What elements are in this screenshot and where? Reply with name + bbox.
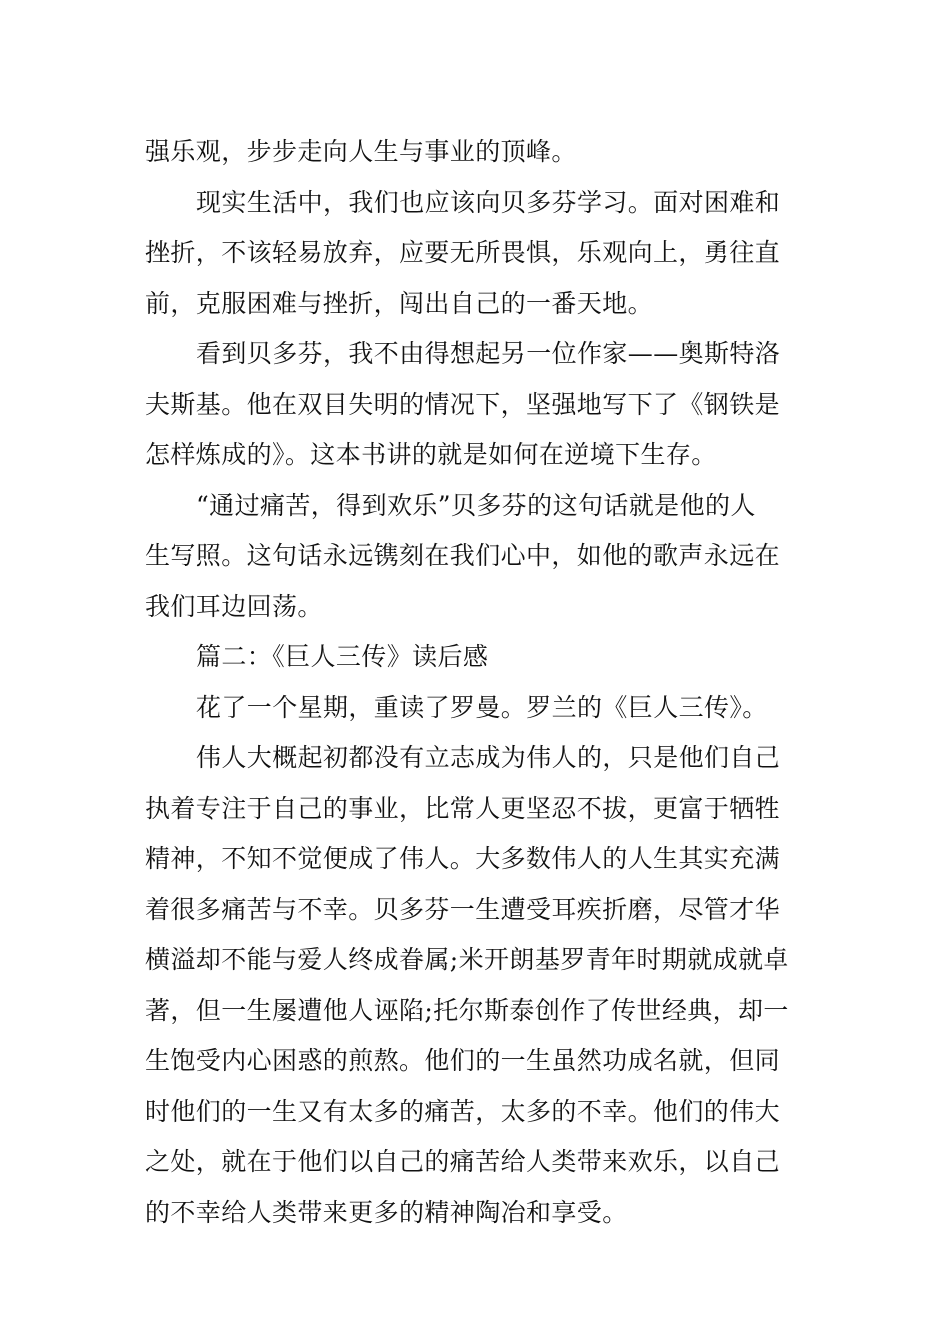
text-line: 生写照。这句话永远镌刻在我们心中，如他的歌声永远在 [145, 541, 781, 570]
section-heading [145, 632, 810, 683]
text-line: 现实生活中，我们也应该向贝多芬学习。面对困难和 [196, 187, 781, 217]
heading-text: 篇二：《巨人三传》读后感 [196, 642, 489, 671]
paragraph [145, 683, 810, 734]
text-line: 我们耳边回荡。 [145, 591, 323, 621]
text-line: 横溢却不能与爱人终成眷属;米开朗基罗青年时期就成就卓 [145, 945, 789, 974]
text-line: “通过痛苦，得到欢乐”贝多芬的这句话就是他的人 [196, 490, 756, 520]
text-line: 花了一个星期，重读了罗曼。罗兰的《巨人三传》。 [196, 692, 768, 722]
text-line: 的不幸给人类带来更多的精神陶冶和享受。 [145, 1197, 628, 1227]
text-line: 夫斯基。他在双目失明的情况下，坚强地写下了《钢铁是 [145, 389, 781, 419]
paragraph [145, 178, 810, 330]
document-body [145, 127, 810, 1238]
text-line: 挫折，不该轻易放弃，应要无所畏惧，乐观向上，勇往直 [145, 238, 781, 267]
text-line: 前，克服困难与挫折，闯出自己的一番天地。 [145, 288, 654, 318]
text-line: 时他们的一生又有太多的痛苦，太多的不幸。他们的伟大 [145, 1096, 781, 1126]
text-line: 精神，不知不觉便成了伟人。大多数伟人的人生其实充满 [145, 844, 781, 873]
paragraph [145, 329, 810, 481]
text-line: 生饱受内心困惑的煎熬。他们的一生虽然功成名就，但同 [145, 1046, 781, 1075]
text-line: 执着专注于自己的事业，比常人更坚忍不拔，更富于牺牲 [145, 793, 781, 823]
text-line: 怎样炼成的》。这本书讲的就是如何在逆境下生存。 [145, 440, 717, 469]
text-line: 强乐观，步步走向人生与事业的顶峰。 [145, 137, 577, 166]
text-line: 之处，就在于他们以自己的痛苦给人类带来欢乐，以自己 [145, 1147, 781, 1176]
text-line: 著，但一生屡遭他人诬陷;托尔斯泰创作了传世经典，却一 [145, 995, 789, 1025]
paragraph [145, 481, 810, 633]
paragraph [145, 733, 810, 1238]
text-line: 着很多痛苦与不幸。贝多芬一生遭受耳疾折磨，尽管才华 [145, 894, 781, 924]
paragraph [145, 127, 810, 178]
text-line: 看到贝多芬，我不由得想起另一位作家——奥斯特洛 [196, 339, 781, 368]
text-line: 伟人大概起初都没有立志成为伟人的，只是他们自己 [196, 743, 781, 772]
